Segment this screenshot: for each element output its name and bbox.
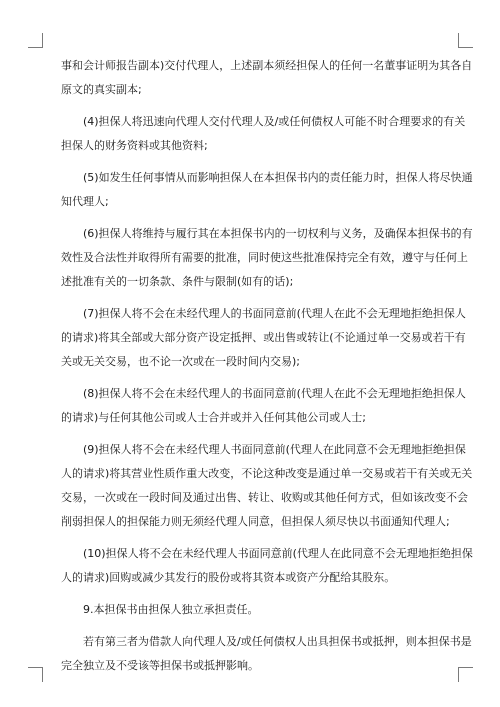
crop-mark-bottom-right xyxy=(458,667,473,682)
text-line: 若有第三者为借款人向代理人及/或任何债权人出具担保书或抵押，则本担保书是 xyxy=(83,635,472,648)
text-line: (10)担保人将不会在未经代理人书面同意前(代理人在此同意不会无理地拒绝担保 xyxy=(83,547,473,560)
text-line: 9.本担保书由担保人独立承担责任。 xyxy=(83,603,259,616)
text-line: (7)担保人将不会在未经代理人的书面同意前(代理人在此不会无理地拒绝担保人 xyxy=(83,307,466,320)
crop-mark-top-right xyxy=(458,33,473,48)
text-line: 担保人的财务资料或其他资料; xyxy=(61,139,208,152)
text-line: 人的请求)将其营业性质作重大改变，不论这种改变是通过单一交易或若干有关或无关 xyxy=(61,467,473,480)
text-line: 原文的真实副本; xyxy=(61,83,142,96)
crop-mark-bottom-left xyxy=(28,667,43,682)
text-line: 人的请求)回购或减少其发行的股份或将其资本或资产分配给其股东。 xyxy=(61,571,396,584)
text-line: 关或无关交易，也不论一次或在一段时间内交易); xyxy=(61,355,300,368)
text-line: 效性及合法性并取得所有需要的批准，同时使这些批准保持完全有效，遵守与任何上 xyxy=(61,251,468,264)
crop-mark-top-left xyxy=(28,33,43,48)
text-line: 事和会计师报告副本)交付代理人，上述副本须经担保人的任何一名董事证明为其各自 xyxy=(61,59,473,72)
text-line: 的请求)与任何其他公司或人士合并或并入任何其他公司或人士; xyxy=(61,411,366,424)
text-line: 述批准有关的一切条款、条件与限制(如有的话); xyxy=(61,275,294,288)
text-line: (8)担保人将不会在未经代理人的书面同意前(代理人在此不会无理地拒绝担保人 xyxy=(83,387,466,400)
text-line: 削弱担保人的担保能力则无须经代理人同意，但担保人须尽快以书面通知代理人; xyxy=(61,515,450,528)
text-line: 知代理人; xyxy=(61,195,109,208)
text-line: (6)担保人将维持与履行其在本担保书内的一切权利与义务，及确保本担保书的有 xyxy=(83,227,473,240)
text-line: 交易，一次或在一段时间及通过出售、转让、收购或其他任何方式，但如该改变不会 xyxy=(61,491,468,504)
text-line: (4)担保人将迅速向代理人交付代理人及/或任何债权人可能不时合理要求的有关 xyxy=(83,115,466,128)
text-line: (9)担保人将不会在未经代理人书面同意前(代理人在此同意不会无理地拒绝担保 xyxy=(83,443,466,456)
text-line: 的请求)将其全部或大部分资产设定抵押、或出售或转让(不论通过单一交易或若干有 xyxy=(61,331,466,344)
text-line: (5)如发生任何事情从而影响担保人在本担保书内的责任能力时，担保人将尽快通 xyxy=(83,171,473,184)
text-line: 完全独立及不受该等担保书或抵押影响。 xyxy=(61,659,259,672)
